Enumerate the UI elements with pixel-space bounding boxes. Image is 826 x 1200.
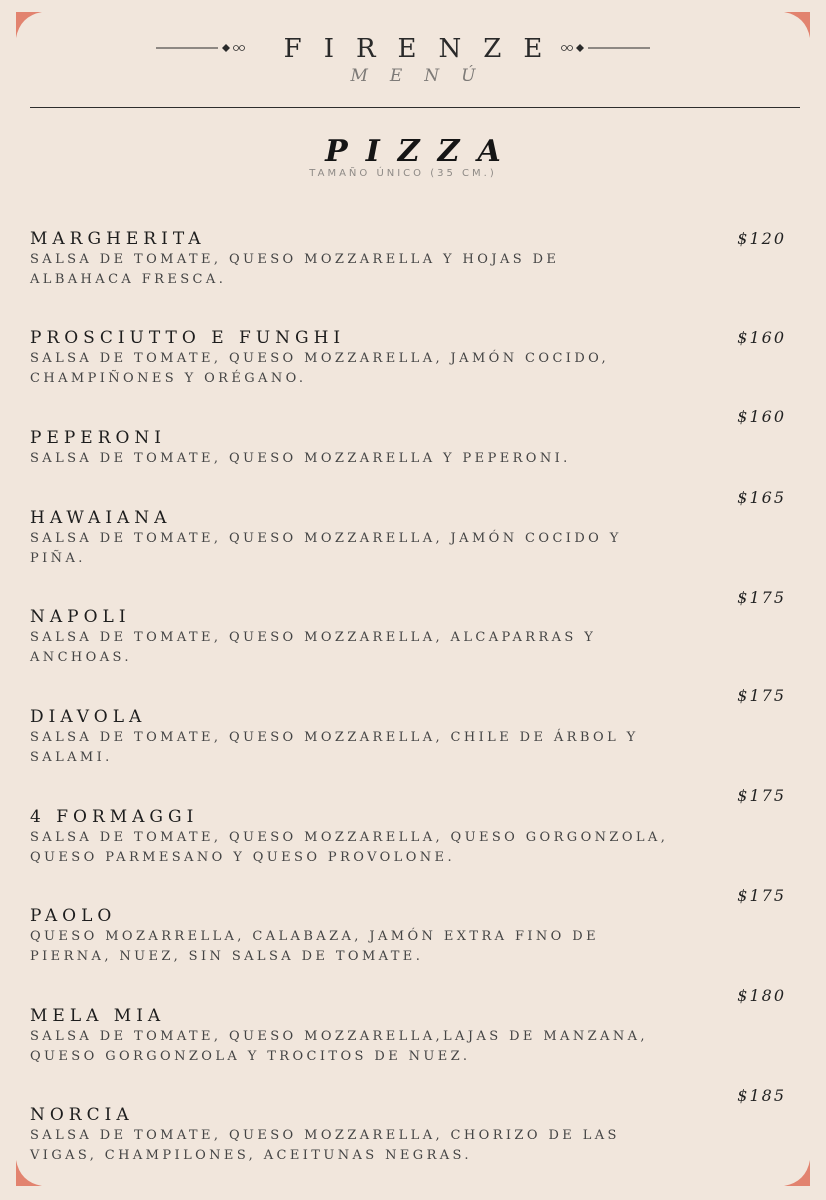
menu-item (30, 1005, 800, 1067)
item-price: $165 (737, 488, 786, 507)
item-price: $175 (737, 686, 786, 705)
item-name: HAWAIANA (30, 508, 172, 528)
menu-item (30, 706, 800, 768)
item-name: PROSCIUTTO E FUNGHI (30, 328, 346, 348)
item-name: DIAVOLA (30, 707, 147, 727)
right-flourish-icon (554, 40, 650, 59)
item-description: SALSA DE TOMATE, QUESO MOZZARELLA, CHORIZO DE LAS VIGAS, CHAMPILONES, ACEITUNAS NEGRAS. (30, 1128, 620, 1163)
menu-item (30, 228, 800, 290)
item-description: QUESO MOZARRELLA, CALABAZA, JAMÓN EXTRA FINO DE PIERNA, NUEZ, SIN SALSA DE TOMATE. (30, 929, 599, 964)
header-divider (30, 107, 800, 108)
item-price: $160 (737, 328, 786, 347)
item-name: NORCIA (30, 1105, 134, 1125)
item-name: MELA MIA (30, 1006, 166, 1026)
item-description: SALSA DE TOMATE, QUESO MOZZARELLA, JAMÓN COCIDO, CHAMPIÑONES Y ORÉGANO. (30, 351, 609, 386)
item-description: SALSA DE TOMATE, QUESO MOZZARELLA, JAMÓN COCIDO Y PIÑA. (30, 531, 622, 566)
item-price: $175 (737, 588, 786, 607)
item-price: $180 (737, 986, 786, 1005)
menu-item (30, 427, 800, 469)
item-description: SALSA DE TOMATE, QUESO MOZZARELLA Y HOJAS DE ALBAHACA FRESCA. (30, 252, 560, 287)
item-name: PAOLO (30, 906, 117, 926)
menu-item (30, 327, 800, 389)
item-name: NAPOLI (30, 607, 131, 627)
item-name: PEPERONI (30, 428, 167, 448)
item-price: $175 (737, 886, 786, 905)
item-name: MARGHERITA (30, 229, 206, 249)
brand-subtitle: MENÚ (350, 66, 498, 86)
item-price: $160 (737, 407, 786, 426)
brand-name: FIRENZE (283, 34, 565, 64)
item-description: SALSA DE TOMATE, QUESO MOZZARELLA, ALCAPARRAS Y ANCHOAS. (30, 630, 597, 665)
menu-item (30, 1104, 800, 1166)
item-description: SALSA DE TOMATE, QUESO MOZZARELLA,LAJAS DE MANZANA, QUESO GORGONZOLA Y TROCITOS DE NUEZ. (30, 1029, 648, 1064)
menu-item (30, 507, 800, 569)
item-price: $120 (737, 229, 786, 248)
item-description: SALSA DE TOMATE, QUESO MOZZARELLA Y PEPERONI. (30, 451, 571, 466)
menu-item (30, 606, 800, 668)
item-name: 4 FORMAGGI (30, 807, 199, 827)
menu-item (30, 905, 800, 967)
item-price: $185 (737, 1086, 786, 1105)
item-description: SALSA DE TOMATE, QUESO MOZZARELLA, CHILE DE ÁRBOL Y SALAMI. (30, 730, 639, 765)
item-description: SALSA DE TOMATE, QUESO MOZZARELLA, QUESO GORGONZOLA, QUESO PARMESANO Y QUESO PROVOLONE. (30, 830, 669, 865)
menu-item (30, 806, 800, 868)
section-subtitle: TAMAÑO ÚNICO (35 CM.) (309, 168, 497, 179)
item-price: $175 (737, 786, 786, 805)
section-title: PIZZA (325, 134, 519, 169)
brand-header (0, 30, 826, 70)
